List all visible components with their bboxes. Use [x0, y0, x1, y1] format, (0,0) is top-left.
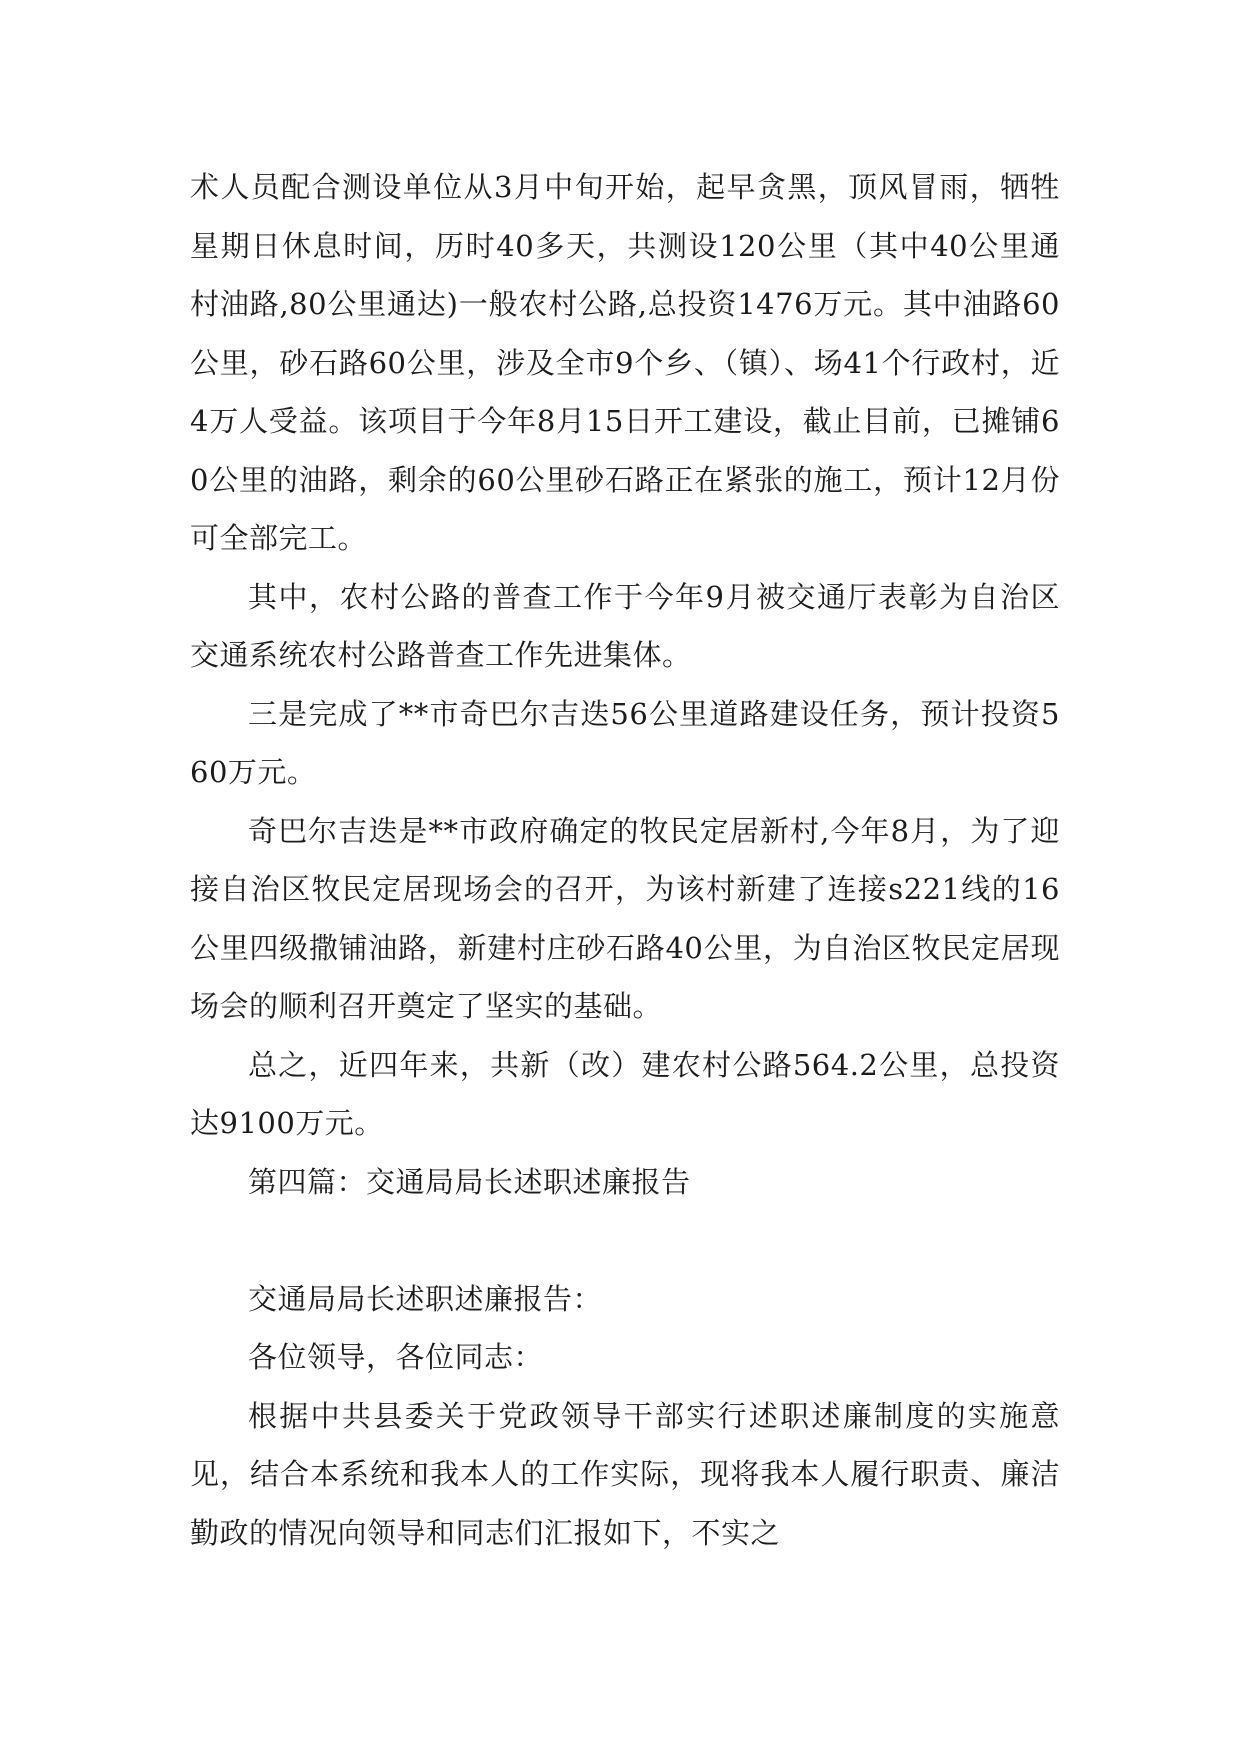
- report-title: 交通局局长述职述廉报告：: [248, 1281, 603, 1316]
- document-body: [190, 158, 1060, 1562]
- paragraph-survey-award: 其中，农村公路的普查工作于今年9月被交通厅表彰为自治区交通系统农村公路普查工作先进集体。: [190, 579, 1060, 672]
- paragraph-summary: 总之，近四年来，共新（改）建农村公路564.2公里，总投资达9100万元。: [190, 1047, 1060, 1140]
- blank-line: [190, 1211, 1060, 1270]
- paragraph-third-task: 三是完成了**市奇巴尔吉迭56公里道路建设任务，预计投资560万元。: [190, 696, 1060, 789]
- paragraph-road-survey: 术人员配合测设单位从3月中旬开始，起早贪黑，顶风冒雨，牺牲星期日休息时间，历时40多天，共测设120公里（其中40公里通村油路,80公里通达)一般农村公路,总投资1476万元。其中油路60公里，砂石路60公里，涉及全市9个乡、（镇）、场41个行政村，近4万人受益。该项目于今年8月15日开工建设，截止目前，已摊铺60公里的油路，剩余的60公里砂石路正在紧张的施工，预计12月份可全部完工。: [190, 170, 1060, 555]
- section-heading: 第四篇：交通局局长述职述廉报告: [248, 1164, 691, 1199]
- paragraph-herdsmen-village: 奇巴尔吉迭是**市政府确定的牧民定居新村,今年8月，为了迎接自治区牧民定居现场会的召开，为该村新建了连接s221线的16公里四级撒铺油路，新建村庄砂石路40公里，为自治区牧民定居现场会的顺利召开奠定了坚实的基础。: [190, 813, 1060, 1023]
- paragraph-report-intro: 根据中共县委关于党政领导干部实行述职述廉制度的实施意见，结合本系统和我本人的工作实际，现将我本人履行职责、廉洁勤政的情况向领导和同志们汇报如下，不实之: [190, 1398, 1060, 1550]
- salutation: 各位领导，各位同志：: [248, 1340, 544, 1374]
